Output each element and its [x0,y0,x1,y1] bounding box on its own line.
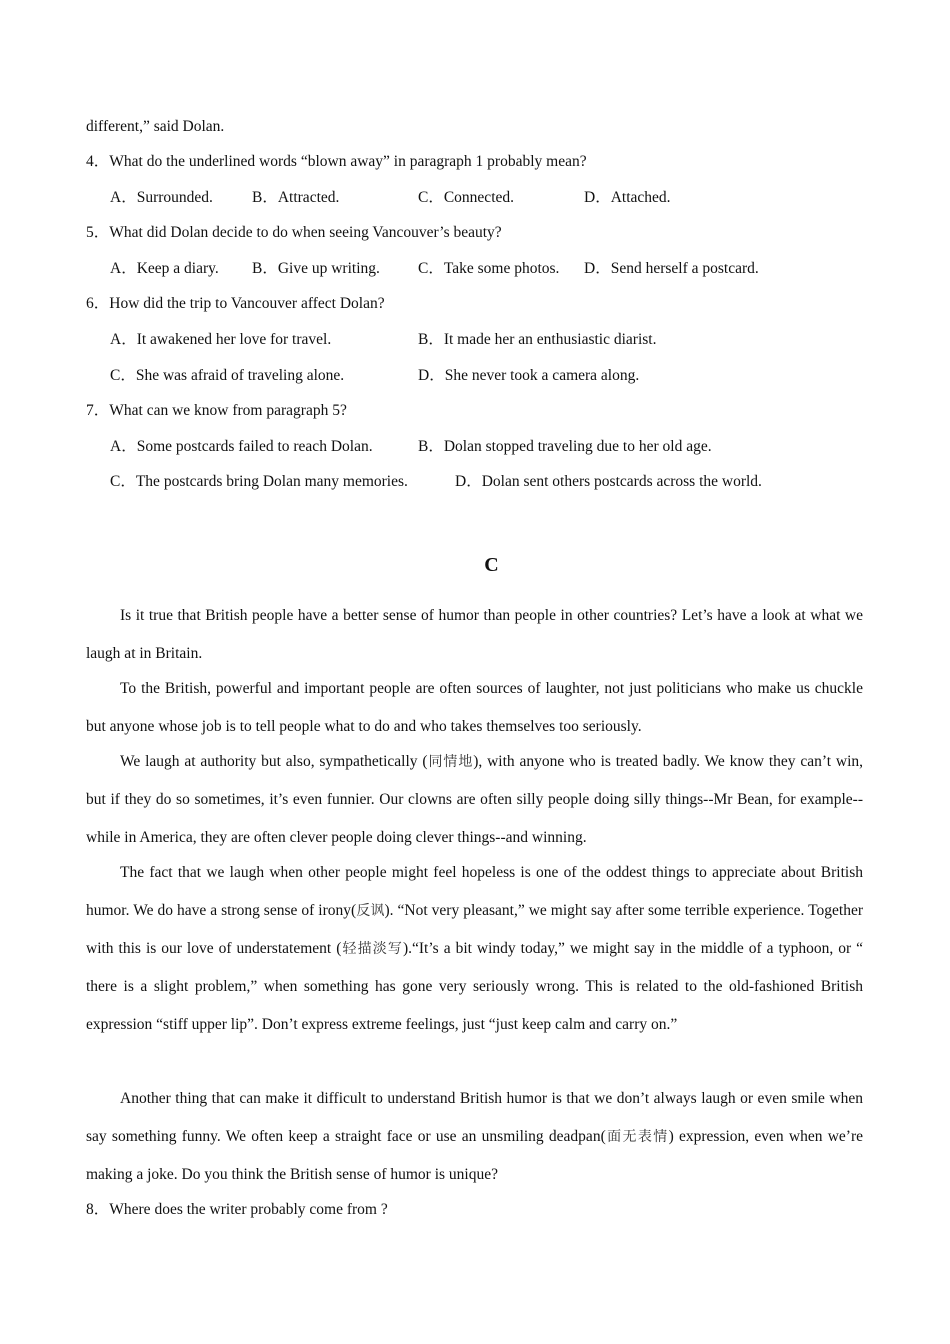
chinese-gloss: 轻描淡写 [341,941,403,957]
question-4 [86,152,587,172]
option-4b[interactable] [252,188,339,208]
question-number: 8． [86,1201,110,1218]
section-heading: C [484,554,499,576]
option-7c[interactable] [110,472,408,492]
question-7 [86,401,347,421]
option-6a[interactable] [110,330,331,350]
option-text: Some postcards failed to reach Dolan. [136,438,373,455]
passage-paragraph-2: To the British, powerful and important people are often sources of laughter, not just politicians who make us chuckle but anyone whose job is to tell people what to do and who takes themselves too seriously. [86,680,863,735]
question-text: What do the underlined words “blown away” in paragraph 1 probably mean? [109,153,587,170]
text-segment: We laugh at authority but also, sympathetically ( [120,753,428,770]
option-label: B． [252,189,278,206]
option-7d[interactable] [455,472,762,492]
option-4d[interactable] [584,188,671,208]
option-text: Attracted. [277,189,340,206]
option-label: B． [252,260,278,277]
option-text: Attached. [610,189,671,206]
option-text: Take some photos. [443,260,560,277]
option-label: A． [110,438,137,455]
question-number: 4． [86,153,110,170]
option-label: D． [455,473,482,490]
option-text: The postcards bring Dolan many memories. [135,473,408,490]
question-number: 6． [86,295,110,312]
text-segment: ). “Not very pleasant,” we might say after some terrible experience. Together with this is our love of understatement ( [86,902,863,957]
chinese-gloss: 同情地 [427,754,474,770]
text-segment: ) expression, even when we’re making a joke. Do you think the British sense of humor is unique? [86,1128,864,1183]
option-text: Dolan sent others postcards across the world. [481,473,762,490]
option-4c[interactable] [418,188,514,208]
option-label: A． [110,260,137,277]
question-number: 5． [86,224,110,241]
option-label: A． [110,189,137,206]
option-6c[interactable] [110,366,344,386]
text-segment: ), with anyone who is treated badly. We know they can’t win, but if they do so sometimes, it’s even funnier. Our clowns are often silly people doing silly things--Mr Bean, for example--while in America, they are often clever people doing clever things--and winning. [86,753,864,846]
question-number: 7． [86,402,110,419]
option-7b[interactable] [418,437,712,457]
option-text: She was afraid of traveling alone. [135,367,345,384]
option-text: Connected. [443,189,515,206]
option-text: Dolan stopped traveling due to her old age. [443,438,712,455]
option-6b[interactable] [418,330,656,350]
question-text: How did the trip to Vancouver affect Dolan? [109,295,385,312]
option-label: C． [110,473,136,490]
passage-paragraph-5 [86,1080,863,1194]
passage-paragraph-1: Is it true that British people have a better sense of humor than people in other countries? Let’s have a look at what we laugh at in Britain. [86,607,863,662]
chinese-gloss: 反讽 [356,903,385,919]
option-label: C． [110,367,136,384]
option-5d[interactable] [584,259,759,279]
text-segment: ).“It’s a bit windy today,” we might say in the middle of a typhoon, or “ there is a slight problem,” when something has gone very seriously wrong. This is related to the old-fashioned British expression “stiff upper lip”. Don’t express extreme feelings, just “just keep calm and carry on.” [86,940,864,1033]
option-5a[interactable] [110,259,219,279]
question-6 [86,294,385,314]
option-label: D． [418,367,445,384]
option-4a[interactable] [110,188,213,208]
option-label: B． [418,438,444,455]
chinese-gloss: 面无表情 [605,1129,669,1145]
text-segment: The fact that we laugh when other people might feel hopeless is one of the oddest things to appreciate about British humor. We do have a strong sense of irony( [86,864,863,919]
carryover-text: different,” said Dolan. [86,118,225,135]
option-label: D． [584,189,611,206]
question-5 [86,223,502,243]
option-label: B． [418,331,444,348]
question-text: What can we know from paragraph 5? [109,402,347,419]
option-7a[interactable] [110,437,373,457]
question-8 [86,1200,388,1220]
option-label: A． [110,331,137,348]
option-5c[interactable] [418,259,559,279]
text-segment: Another thing that can make it difficult to understand British humor is that we don’t always laugh or even smile when say something funny. We often keep a straight face or use an unsmiling deadpan( [86,1090,863,1145]
passage-paragraph-4 [86,854,863,1044]
option-text: It made her an enthusiastic diarist. [443,331,657,348]
option-label: C． [418,189,444,206]
question-text: What did Dolan decide to do when seeing Vancouver’s beauty? [109,224,502,241]
option-text: Surrounded. [136,189,213,206]
option-text: Send herself a postcard. [610,260,759,277]
option-label: D． [584,260,611,277]
option-text: She never took a camera along. [444,367,640,384]
option-text: Give up writing. [277,260,380,277]
question-text: Where does the writer probably come from ? [109,1201,388,1218]
option-label: C． [418,260,444,277]
passage-paragraph-3 [86,743,863,857]
option-6d[interactable] [418,366,639,386]
option-5b[interactable] [252,259,380,279]
option-text: Keep a diary. [136,260,219,277]
option-text: It awakened her love for travel. [136,331,332,348]
